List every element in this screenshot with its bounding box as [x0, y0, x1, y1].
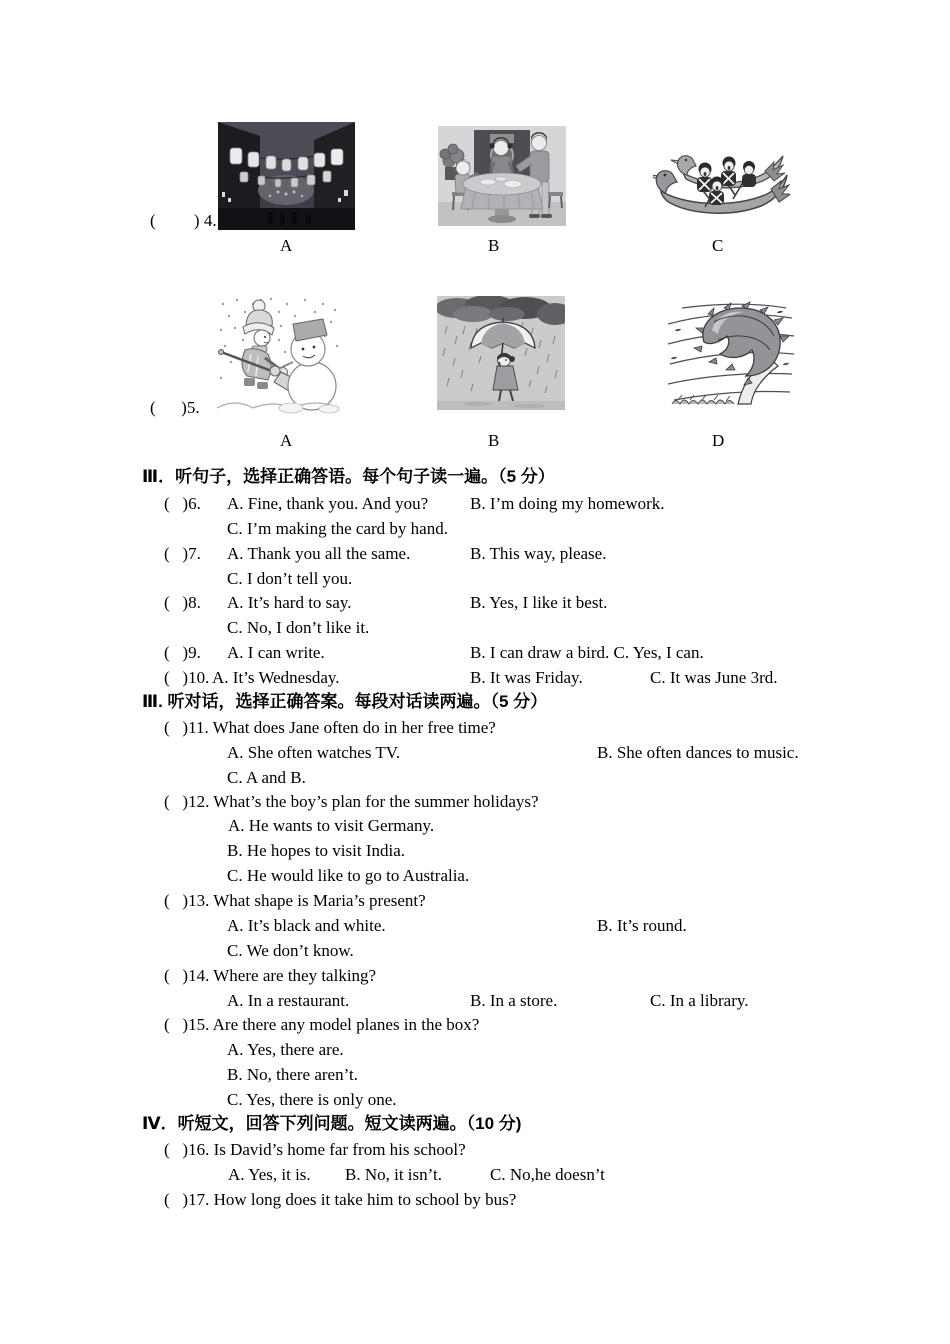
- q15-option-c: C. Yes, there is only one.: [227, 1090, 397, 1109]
- q5-answer-blank-marker: ( )5.: [150, 398, 200, 417]
- q6-option-a: A. Fine, thank you. And you?: [227, 494, 429, 513]
- q5-picture-d-windy-tree-drawing: [668, 300, 794, 408]
- q4-picture-label-c: C: [712, 236, 724, 255]
- q10-option-b: B. It was Friday.: [470, 668, 583, 687]
- q6-marker: ( )6.: [164, 494, 201, 513]
- q6-option-b: B. I’m doing my homework.: [470, 494, 665, 513]
- q7-option-c: C. I don’t tell you.: [227, 569, 353, 588]
- q4-picture-c-dragon-boat-cartoon: [653, 131, 790, 228]
- q8-option-a: A. It’s hard to say.: [227, 593, 352, 612]
- q15-option-b: B. No, there aren’t.: [227, 1065, 358, 1084]
- q14-option-c: C. In a library.: [650, 991, 749, 1010]
- q14-option-b: B. In a store.: [470, 991, 558, 1010]
- q11-option-c: C. A and B.: [227, 768, 306, 787]
- q14-question: ( )14. Where are they talking?: [164, 966, 377, 985]
- q9-marker: ( )9.: [164, 643, 201, 662]
- q16-option-c: C. No,he doesn’t: [490, 1165, 605, 1184]
- q7-option-a: A. Thank you all the same.: [227, 544, 411, 563]
- q5-picture-b-rain-umbrella-drawing: [437, 296, 565, 410]
- section-iv-passage-header: Ⅳ．听短文，回答下列问题。短文读两遍。（10 分): [142, 1114, 522, 1133]
- q11-option-b: B. She often dances to music.: [597, 743, 799, 762]
- q12-option-c: C. He would like to go to Australia.: [227, 866, 470, 885]
- q6-option-c: C. I’m making the card by hand.: [227, 519, 448, 538]
- q4-picture-b-family-dinner-cartoon: [438, 126, 566, 226]
- q9-option-a: A. I can write.: [227, 643, 325, 662]
- q16-option-b: B. No, it isn’t.: [345, 1165, 442, 1184]
- q4-picture-a-lantern-street-photo: [218, 122, 355, 230]
- q13-option-c: C. We don’t know.: [227, 941, 354, 960]
- q17-question: ( )17. How long does it take him to school by bus?: [164, 1190, 517, 1209]
- q11-option-a: A. She often watches TV.: [227, 743, 401, 762]
- q12-option-a: A. He wants to visit Germany.: [228, 816, 435, 835]
- q16-question: ( )16. Is David’s home far from his school?: [164, 1140, 466, 1159]
- q10-marker: ( )10.: [164, 668, 210, 687]
- q8-option-b: B. Yes, I like it best.: [470, 593, 608, 612]
- q13-option-b: B. It’s round.: [597, 916, 687, 935]
- q4-answer-blank-marker: ( ) 4.: [150, 211, 217, 230]
- q13-question: ( )13. What shape is Maria’s present?: [164, 891, 426, 910]
- q13-option-a: A. It’s black and white.: [227, 916, 386, 935]
- q7-marker: ( )7.: [164, 544, 201, 563]
- q10-option-a: A. It’s Wednesday.: [212, 668, 340, 687]
- q11-question: ( )11. What does Jane often do in her free time?: [164, 718, 496, 737]
- section-iii-dialogues-header: Ⅲ. 听对话，选择正确答案。每段对话读两遍。（5 分）: [142, 692, 548, 711]
- q4-picture-label-b: B: [488, 236, 500, 255]
- q5-picture-label-a: A: [280, 431, 293, 450]
- q9-options-b-c: B. I can draw a bird. C. Yes, I can.: [470, 643, 704, 662]
- q15-option-a: A. Yes, there are.: [227, 1040, 344, 1059]
- q4-picture-label-a: A: [280, 236, 293, 255]
- q5-picture-label-b: B: [488, 431, 500, 450]
- q12-option-b: B. He hopes to visit India.: [227, 841, 406, 860]
- q8-option-c: C. No, I don’t like it.: [227, 618, 370, 637]
- q16-option-a: A. Yes, it is.: [228, 1165, 311, 1184]
- q10-option-c: C. It was June 3rd.: [650, 668, 778, 687]
- q7-option-b: B. This way, please.: [470, 544, 607, 563]
- q8-marker: ( )8.: [164, 593, 201, 612]
- q15-question: ( )15. Are there any model planes in the box?: [164, 1015, 480, 1034]
- q12-question: ( )12. What’s the boy’s plan for the summer holidays?: [164, 792, 539, 811]
- q14-option-a: A. In a restaurant.: [227, 991, 350, 1010]
- q5-picture-label-d: D: [712, 431, 725, 450]
- q5-picture-a-snowman-drawing: [215, 294, 341, 414]
- section-iii-sentences-header: Ⅲ．听句子，选择正确答语。每个句子读一遍。（5 分）: [142, 467, 555, 486]
